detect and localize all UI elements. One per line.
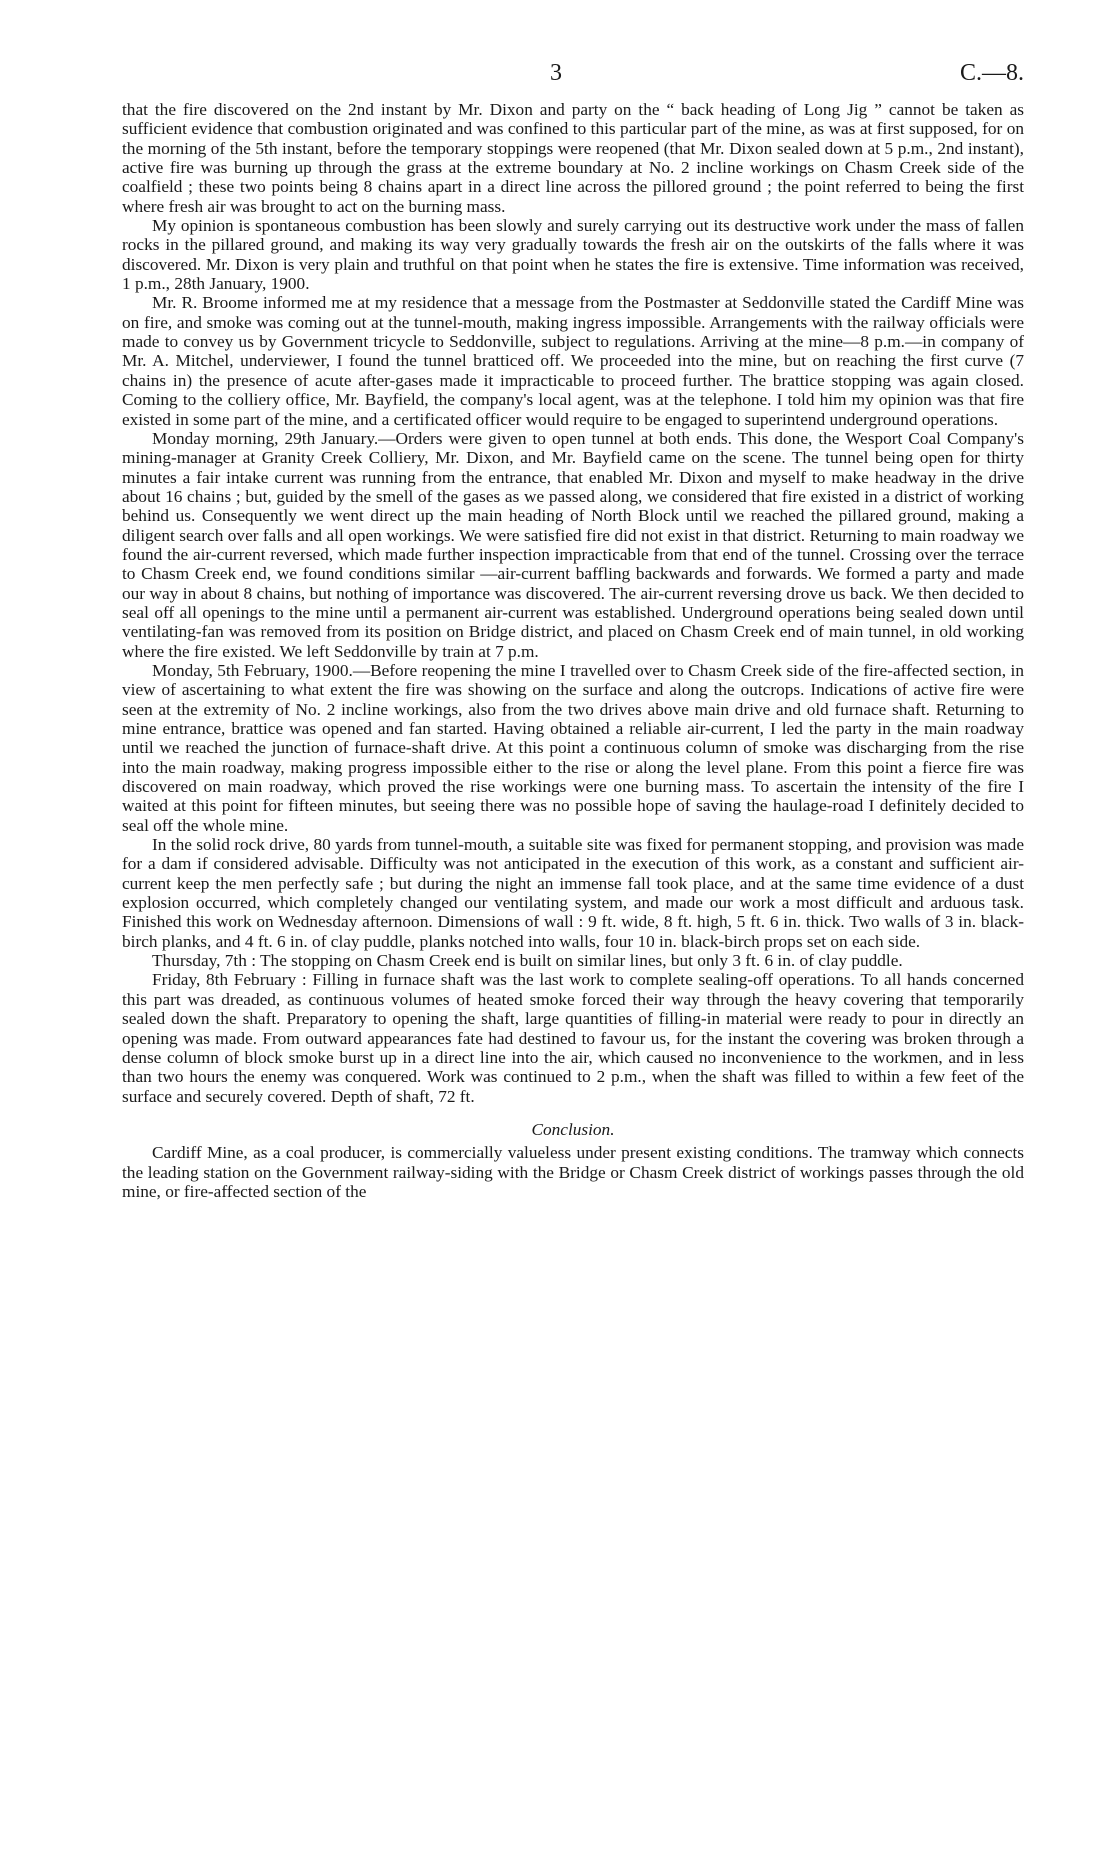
paragraph-solid-rock-drive: In the solid rock drive, 80 yards from tunnel-mouth, a suitable site was fixed for permanent stopping, and provision was made for a dam if considered advisable. Difficulty was not anticipated in the execution of this work, as a constant and sufficient air-current keep the men perfectly safe ; but during the night an immense fall took place, and at the same time evidence of a dust explosion occurred, which completely changed our ventilating system, and made our work a most difficult and arduous task. Finished this work on Wednesday afternoon. Dimensions of wall : 9 ft. wide, 8 ft. high, 5 ft. 6 in. thick. Two walls of 3 in. black-birch planks, and 4 ft. 6 in. of clay puddle, planks notched into walls, four 10 in. black-birch props set on each side. — [122, 835, 1024, 951]
document-page — [122, 60, 1024, 1201]
conclusion-heading: Conclusion. — [531, 1119, 615, 1139]
page-header — [122, 60, 1024, 100]
paragraph-monday-5-february: Monday, 5th February, 1900.—Before reopening the mine I travelled over to Chasm Creek side of the fire-affected section, in view of ascertaining to what extent the fire was showing on the surface and along the outcrops. Indications of active fire were seen at the extremity of No. 2 incline workings, also from the two drives above main drive and old furnace shaft. Returning to mine entrance, brattice was opened and fan started. Having obtained a reliable air-current, I led the party in the main roadway until we reached the junction of furnace-shaft drive. At this point a continuous column of smoke was discharging from the rise into the main roadway, making progress impossible either to the rise or along the level plane. From this point a fierce fire was discovered on main roadway, which proved the rise workings were one burning mass. To ascertain the intensity of the fire I waited at this point for fifteen minutes, but seeing there was no possible hope of saving the haulage-road I definitely decided to seal off the whole mine. — [122, 660, 1024, 835]
paragraph-opinion: My opinion is spontaneous combustion has been slowly and surely carrying out its destructive work under the mass of fallen rocks in the pillared ground, and making its way very gradually towards the fresh air on the outskirts of the falls where it was discovered. Mr. Dixon is very plain and truthful on that point when he states the fire is extensive. Time information was received, 1 p.m., 28th January, 1900. — [122, 216, 1024, 294]
report-body — [122, 100, 1024, 1201]
paragraph-monday-29-january: Monday morning, 29th January.—Orders were given to open tunnel at both ends. This done, the Wesport Coal Company's mining-manager at Granity Creek Colliery, Mr. Dixon, and Mr. Bayfield came on the scene. The tunnel being open for thirty minutes a fair intake current was running from the entrance, that enabled Mr. Dixon and myself to make headway in the drive about 16 chains ; but, guided by the smell of the gases as we passed along, we considered that fire existed in a district of working behind us. Consequently we went direct up the main heading of North Block until we reached the pillared ground, making a diligent search over falls and all open workings. We were satisfied fire did not exist in that district. Returning to main roadway we found the air-current reversed, which made further inspection impracticable from that end of the tunnel. Crossing over the terrace to Chasm Creek end, we found conditions similar —air-current baffling backwards and forwards. We formed a party and made our way in about 8 chains, but nothing of importance was discovered. The air-current reversing drove us back. We then decided to seal off all openings to the mine until a permanent air-current was established. Underground operations being sealed down until ventilating-fan was removed from its position on Bridge district, and placed on Chasm Creek end of main tunnel, in old working where the fire existed. We left Seddonville by train at 7 p.m. — [122, 428, 1024, 661]
paragraph-broome-message: Mr. R. Broome informed me at my residence that a message from the Postmaster at Seddonville stated the Cardiff Mine was on fire, and smoke was coming out at the tunnel-mouth, making ingress impossible. Arrangements with the railway officials were made to convey us by Government tricycle to Seddonville, subject to regulations. Arriving at the mine—8 p.m.—in company of Mr. A. Mitchel, underviewer, I found the tunnel bratticed off. We proceeded into the mine, but on reaching the first curve (7 chains in) the presence of acute after-gases made it impracticable to proceed further. The brattice stopping was again closed. Coming to the colliery office, Mr. Bayfield, the company's local agent, was at the telephone. I told him my opinion was that fire existed in some part of the mine, and a certificated officer would require to be engaged to superintend underground operations. — [122, 293, 1024, 429]
paragraph-thursday-7th: Thursday, 7th : The stopping on Chasm Creek end is built on similar lines, but only 3 ft. 6 in. of clay puddle. — [152, 951, 903, 971]
document-reference: C.—8. — [959, 60, 1024, 86]
page-number: 3 — [550, 60, 562, 86]
paragraph-fire-evidence: that the fire discovered on the 2nd instant by Mr. Dixon and party on the “ back heading of Long Jig ” cannot be taken as sufficient evidence that combustion originated and was confined to this particular part of the mine, as was at first supposed, for on the morning of the 5th instant, before the temporary stoppings were reopened (that Mr. Dixon sealed down at 5 p.m., 2nd instant), active fire was burning up through the grass at the extreme boundary at No. 2 incline workings on Chasm Creek side of the coalfield ; these two points being 8 chains apart in a direct line across the pillored ground ; the point referred to being the first where fresh air was brought to act on the burning mass. — [122, 100, 1024, 216]
paragraph-friday-8th-february: Friday, 8th February : Filling in furnace shaft was the last work to complete sealing-off operations. To all hands concerned this part was dreaded, as continuous volumes of heated smoke forced their way through the heavy covering that temporarily sealed down the shaft. Preparatory to opening the shaft, large quantities of filling-in material were ready to pour in directly an opening was made. From outward appearances fate had destined to favour us, for the instant the covering was broken through a dense column of block smoke burst up in a direct line into the air, which caused no inconvenience to the workmen, and in less than two hours the enemy was conquered. Work was continued to 2 p.m., when the shaft was filled to within a few feet of the surface and securely covered. Depth of shaft, 72 ft. — [122, 970, 1024, 1106]
paragraph-conclusion: Cardiff Mine, as a coal producer, is commercially valueless under present existing conditions. The tramway which connects the leading station on the Government railway-siding with the Bridge or Chasm Creek district of workings passes through the old mine, or fire-affected section of the — [122, 1143, 1024, 1201]
